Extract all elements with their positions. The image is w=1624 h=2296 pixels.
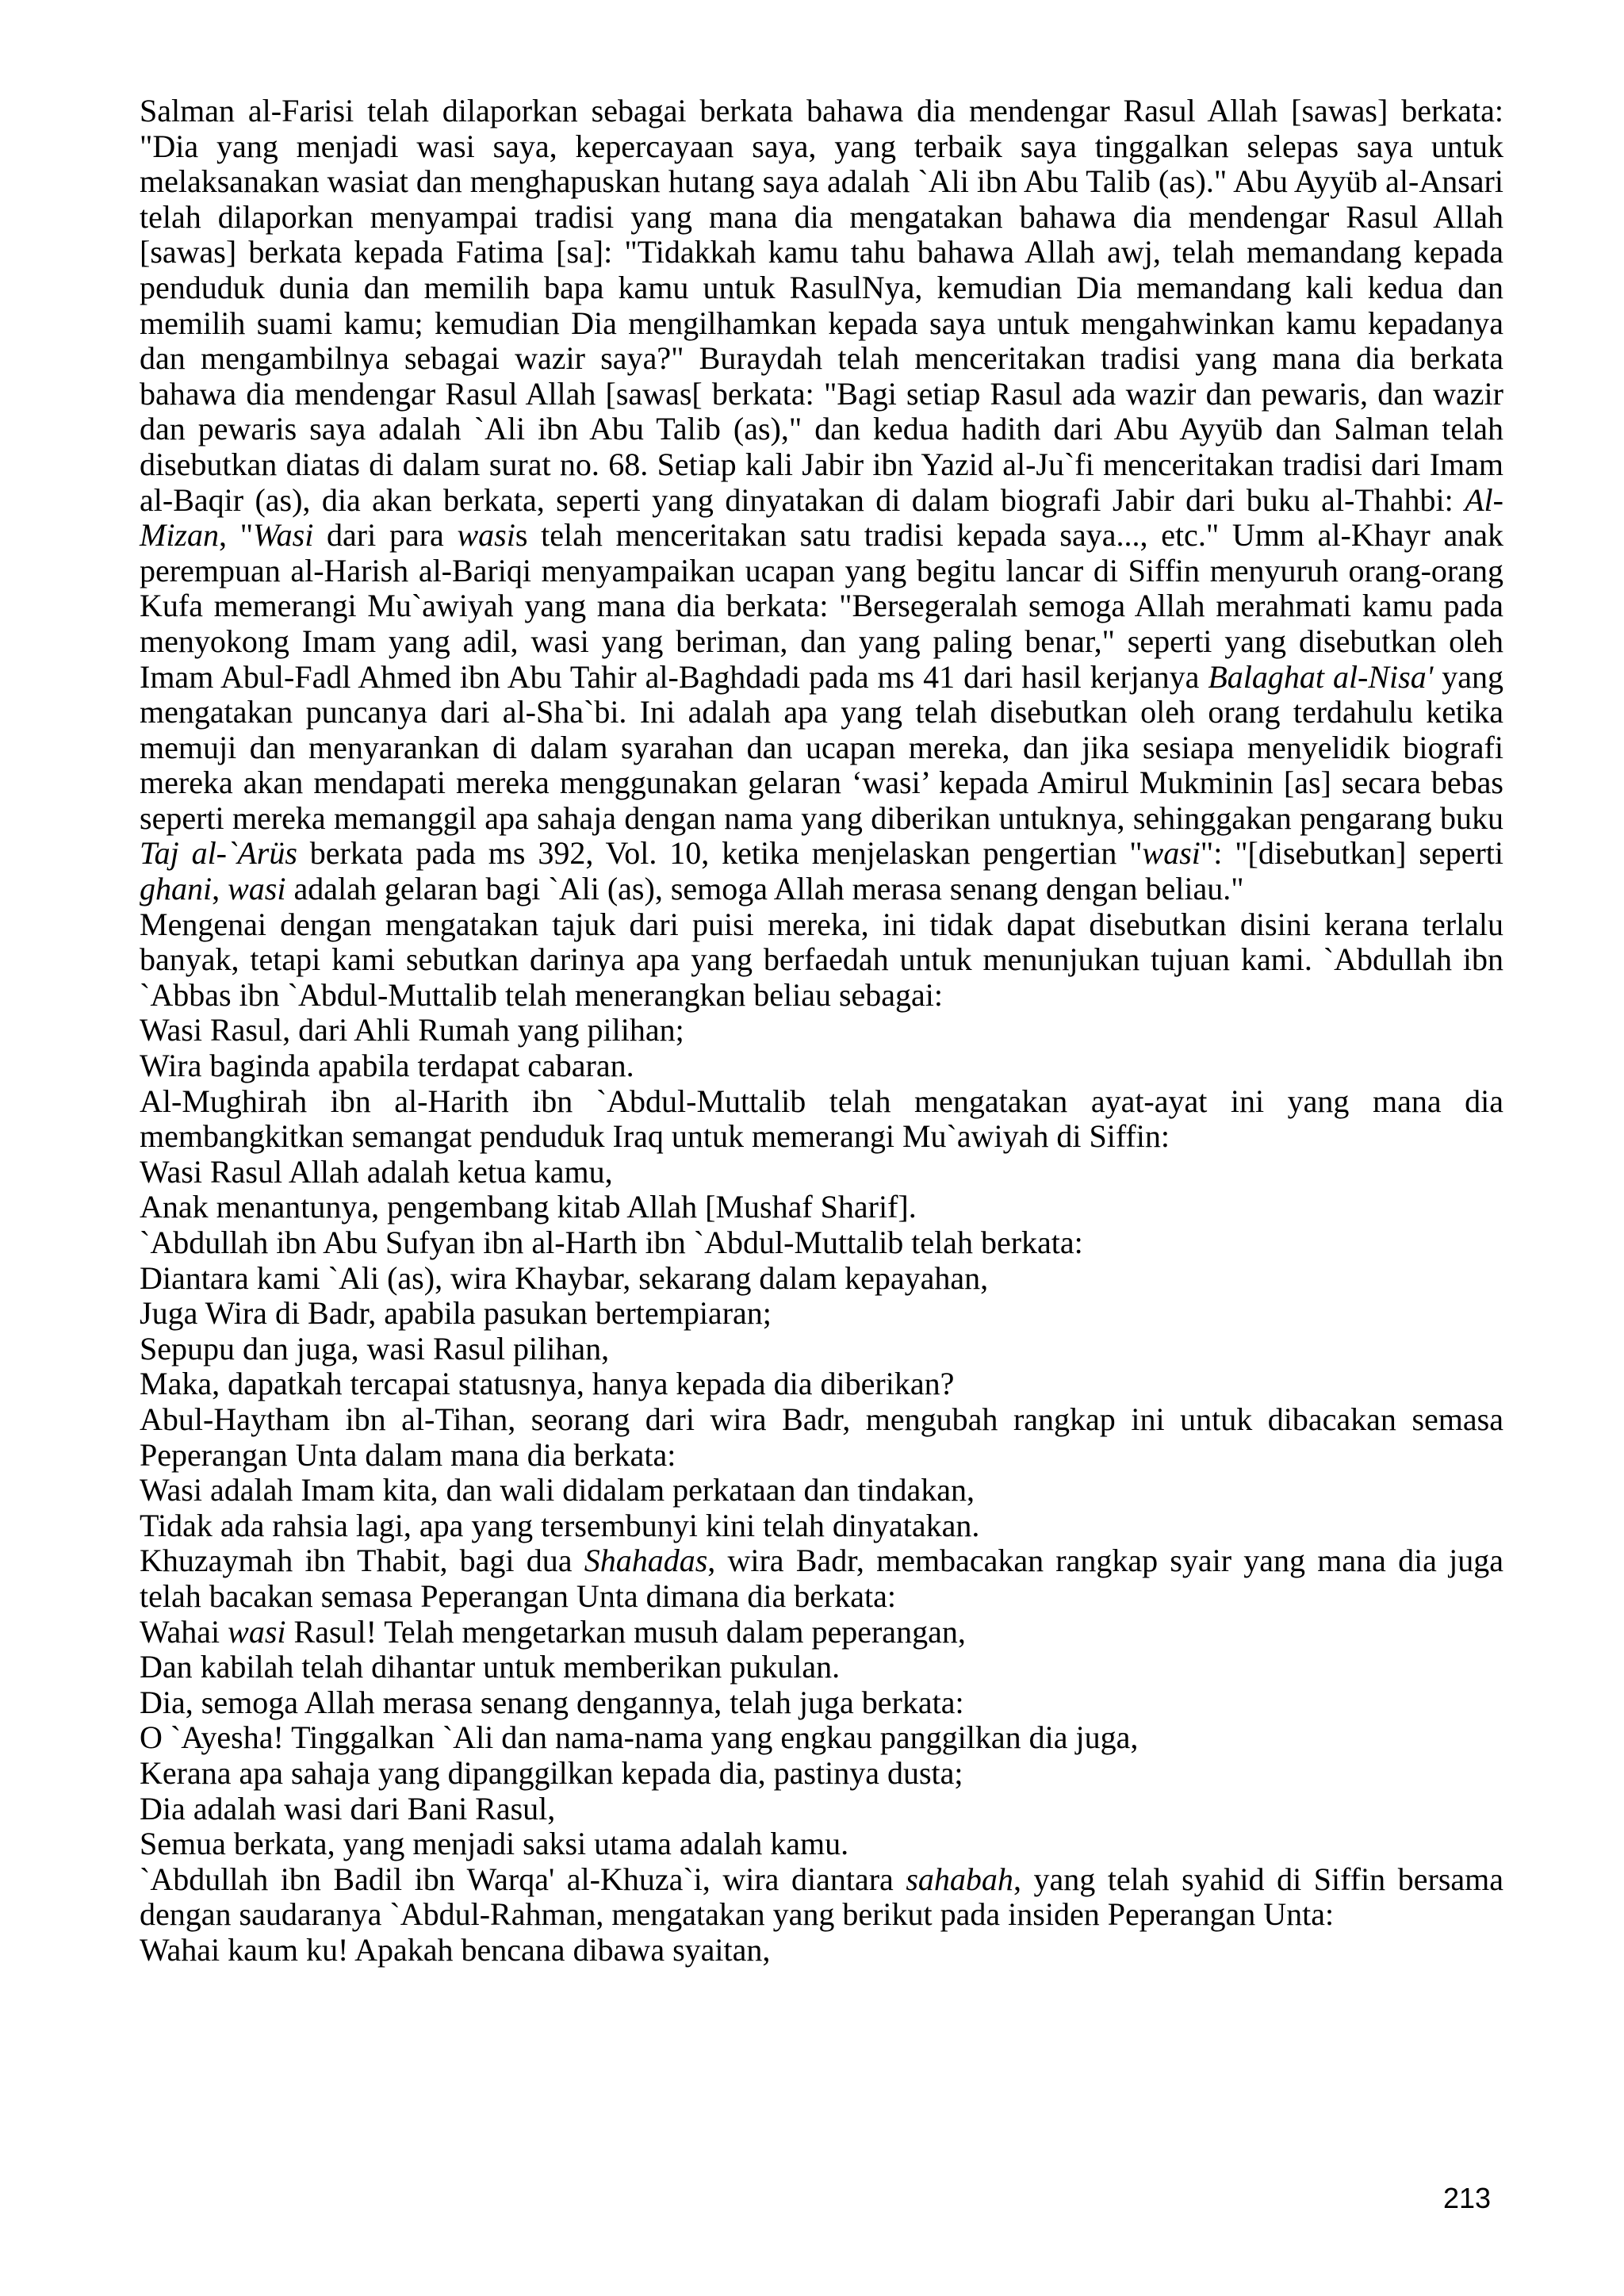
verse-line-13 (140, 1720, 1503, 1756)
text-run: Maka, dapatkah tercapai statusnya, hanya kepada dia diberikan? (140, 1366, 955, 1402)
text-run: Wasi adalah Imam kita, dan wali didalam perkataan dan tindakan, (140, 1472, 975, 1508)
text-run: , (212, 871, 228, 907)
intro-line-2 (140, 1685, 1503, 1721)
italic-run: Shahadas (584, 1543, 708, 1579)
text-run: Khuzaymah ibn Thabit, bagi dua (140, 1543, 584, 1579)
text-run: Salman al-Farisi telah dilaporkan sebagai berkata bahawa dia mendengar Rasul Allah [sawas] berkata: "Dia yang menjadi wasi saya, kepercayaan saya, yang terbaik saya tinggalkan selepas saya untuk melaksanakan wasiat dan menghapuskan hutang saya adalah `Ali ibn Abu Talib (as)." Abu Ayyüb al-Ansari telah dilaporkan menyampai tradisi yang mana dia mengatakan bahawa dia mendengar Rasul Allah [sawas] berkata kepada Fatima [sa]: "Tidakkah kamu tahu bahawa Allah awj, telah memandang kepada penduduk dunia dan memilih bapa kamu untuk RasulNya, kemudian Dia memandang kali kedua dan memilih suami kamu; kemudian Dia mengilhamkan kepada saya untuk mengahwinkan kamu kepadanya dan mengambilnya sebagai wazir saya?" Buraydah telah menceritakan tradisi yang mana dia berkata bahawa dia mendengar Rasul Allah [sawas[ berkata: "Bagi setiap Rasul ada wazir dan pewaris, dan wazir dan pewaris saya adalah `Ali ibn Abu Talib (as)," dan kedua hadith dari Abu Ayyüb dan Salman telah disebutkan diatas di dalam surat no. 68. Setiap kali Jabir ibn Yazid al-Ju`fi menceritakan tradisi dari Imam al-Baqir (as), dia akan berkata, seperti yang dinyatakan di dalam biografi Jabir dari buku al-Thahbi: (140, 93, 1503, 518)
verse-line-1 (140, 1013, 1503, 1048)
text-run: `Abdullah ibn Abu Sufyan ibn al-Harth ibn `Abdul-Muttalib telah berkata: (140, 1225, 1083, 1260)
verse-line-3 (140, 1155, 1503, 1190)
paragraph-4 (140, 1402, 1503, 1473)
text-run: Wira baginda apabila terdapat cabaran. (140, 1048, 634, 1084)
text-run: dari para (313, 517, 458, 554)
paragraph-6 (140, 1862, 1503, 1933)
italic-run: wasi (228, 1613, 286, 1650)
verse-line-5 (140, 1261, 1503, 1297)
text-run: Sepupu dan juga, wasi Rasul pilihan, (140, 1330, 610, 1366)
text-run: Diantara kami `Ali (as), wira Khaybar, sekarang dalam kepayahan, (140, 1259, 989, 1296)
verse-line-17 (140, 1933, 1503, 1968)
verse-line-2 (140, 1048, 1503, 1084)
italic-run: wasi (457, 517, 515, 554)
verse-line-14 (140, 1756, 1503, 1792)
text-run: Al-Mughirah ibn al-Harith ibn `Abdul-Muttalib telah mengatakan ayat-ayat ini yang mana dia membangkitkan semangat penduduk Iraq untuk memerangi Mu`awiyah di Siffin: (140, 1083, 1503, 1155)
italic-run: Taj al-`Arüs (140, 835, 297, 872)
verse-line-11 (140, 1615, 1503, 1650)
paragraph-3 (140, 1084, 1503, 1155)
text-run: Semua berkata, yang menjadi saksi utama adalah kamu. (140, 1826, 849, 1862)
text-run: Dia adalah wasi dari Bani Rasul, (140, 1790, 556, 1826)
text-run: Wasi Rasul, dari Ahli Rumah yang pilihan; (140, 1012, 684, 1048)
verse-line-16 (140, 1826, 1503, 1862)
text-run: `Abdullah ibn Badil ibn Warqa' al-Khuza`i, wira diantara (140, 1861, 906, 1897)
text-run: , " (219, 517, 254, 554)
text-run: Tidak ada rahsia lagi, apa yang tersembunyi kini telah dinyatakan. (140, 1507, 980, 1543)
verse-line-12 (140, 1650, 1503, 1685)
italic-run: sahabah (906, 1861, 1013, 1897)
paragraph-1 (140, 94, 1503, 907)
verse-line-10 (140, 1508, 1503, 1544)
verse-line-4 (140, 1190, 1503, 1225)
text-run: O `Ayesha! Tinggalkan `Ali dan nama-nama yang engkau panggilkan dia juga, (140, 1719, 1139, 1756)
page-number: 213 (1443, 2182, 1492, 2214)
text-run: Wasi Rasul Allah adalah ketua kamu, (140, 1153, 613, 1190)
text-run: Wahai kaum ku! Apakah bencana dibawa syaitan, (140, 1931, 771, 1968)
text-run: Abul-Haytham ibn al-Tihan, seorang dari wira Badr, mengubah rangkap ini untuk dibacakan semasa Peperangan Unta dalam mana dia berkata: (140, 1401, 1503, 1473)
text-run: Dia, semoga Allah merasa senang dengannya, telah juga berkata: (140, 1684, 964, 1720)
text-run: Mengenai dengan mengatakan tajuk dari puisi mereka, ini tidak dapat disebutkan disini kerana terlalu banyak, tetapi kami sebutkan darinya apa yang berfaedah untuk menunjukan tujuan kami. `Abdullah ibn `Abbas ibn `Abdul-Muttalib telah menerangkan beliau sebagai: (140, 906, 1503, 1013)
document-body (140, 94, 1503, 1968)
text-run: Kerana apa sahaja yang dipanggilkan kepada dia, pastinya dusta; (140, 1754, 963, 1791)
text-run: s telah menceritakan satu tradisi kepada saya..., etc." Umm al-Khayr anak perempuan al-Harish al-Bariqi menyampaikan ucapan yang begitu lancar di Siffin menyuruh orang-orang Kufa memerangi Mu`awiyah yang mana dia berkata: "Bersegeralah semoga Allah merahmati kamu pada menyokong Imam yang adil, wasi yang beriman, dan yang paling benar," seperti yang disebutkan oleh Imam Abul-Fadl Ahmed ibn Abu Tahir al-Baghdadi pada ms 41 dari hasil kerjanya (140, 517, 1504, 695)
verse-line-6 (140, 1296, 1503, 1332)
verse-line-8 (140, 1366, 1503, 1402)
text-run: adalah gelaran bagi `Ali (as), semoga Allah merasa senang dengan beliau." (285, 871, 1244, 907)
italic-run: ghani (140, 871, 213, 907)
text-run: Juga Wira di Badr, apabila pasukan bertempiaran; (140, 1295, 772, 1332)
text-run: berkata pada ms 392, Vol. 10, ketika menjelaskan pengertian " (297, 835, 1143, 872)
text-run: Wahai (140, 1613, 228, 1650)
italic-run: wasi (228, 871, 286, 907)
text-run: , wira Badr, membacakan rangkap syair yang mana dia juga telah bacakan semasa Peperangan Unta dimana dia berkata: (140, 1543, 1504, 1614)
text-run: Anak menantunya, pengembang kitab Allah [Mushaf Sharif]. (140, 1189, 917, 1225)
text-run: Rasul! Telah mengetarkan musuh dalam peperangan, (285, 1613, 966, 1650)
paragraph-5 (140, 1543, 1503, 1614)
paragraph-2 (140, 907, 1503, 1014)
verse-line-9 (140, 1473, 1503, 1508)
italic-run: Wasi (253, 517, 314, 554)
italic-run: Al-Mizan (140, 481, 1503, 554)
italic-run: Balaghat al-Nisa' (1208, 658, 1434, 695)
intro-line-1 (140, 1225, 1503, 1261)
text-run: , yang telah syahid di Siffin bersama dengan saudaranya `Abdul-Rahman, mengatakan yang berikut pada insiden Peperangan Unta: (140, 1861, 1504, 1933)
text-run: Dan kabilah telah dihantar untuk memberikan pukulan. (140, 1649, 841, 1685)
italic-run: wasi (1142, 835, 1201, 872)
text-run: yang mengatakan puncanya dari al-Sha`bi. Ini adalah apa yang telah disebutkan oleh orang terdahulu ketika memuji dan menyarankan di dalam syarahan dan ucapan mereka, dan jika sesiapa menyelidik biografi mereka akan mendapati mereka menggunakan gelaran ‘wasi’ kepada Amirul Mukminin [as] secara bebas seperti mereka memanggil apa sahaja dengan nama yang diberikan untuknya, sehinggakan pengarang buku (140, 658, 1503, 836)
text-run: ": "[disebutkan] seperti (1200, 835, 1504, 872)
verse-line-15 (140, 1792, 1503, 1827)
verse-line-7 (140, 1332, 1503, 1367)
